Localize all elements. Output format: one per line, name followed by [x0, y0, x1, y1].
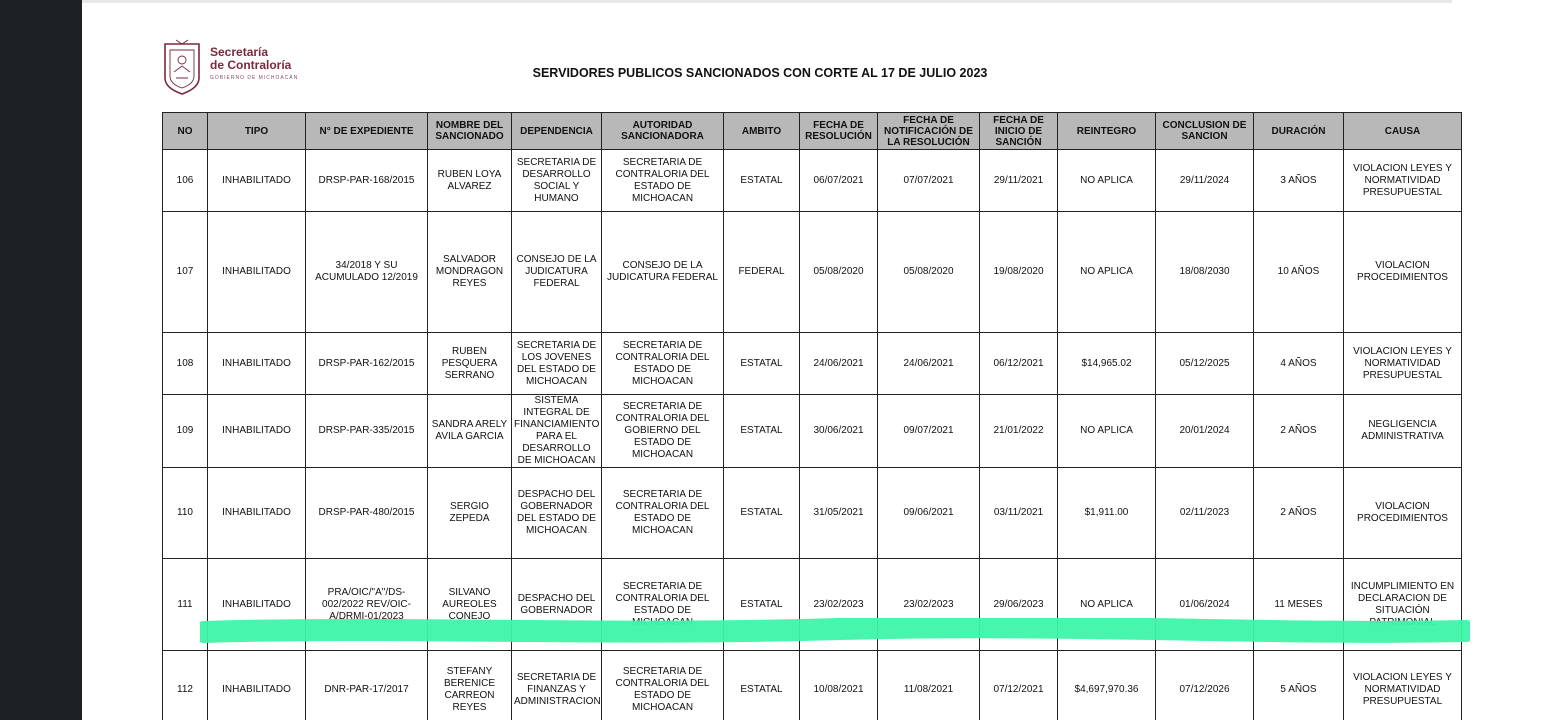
cell-autoridad: SECRETARIA DE CONTRALORIA DEL ESTADO DE MICHOACAN: [602, 333, 724, 395]
cell-expediente: DNR-PAR-17/2017: [306, 651, 428, 720]
header-fecha-resolucion: FECHA DE RESOLUCIÓN: [800, 113, 878, 150]
cell-tipo: INHABILITADO: [208, 651, 306, 720]
cell-tipo: INHABILITADO: [208, 395, 306, 468]
cell-dependencia: SISTEMA INTEGRAL DE FINANCIAMIENTO PARA EL DESARROLLO DE MICHOACAN: [512, 395, 602, 468]
cell-fecha-notificacion: 23/02/2023: [878, 559, 980, 651]
table-row: [163, 212, 1462, 333]
cell-tipo: INHABILITADO: [208, 333, 306, 395]
cell-tipo: INHABILITADO: [208, 212, 306, 333]
cell-no: 111: [163, 559, 208, 651]
cell-causa: VIOLACION PROCEDIMIENTOS: [1344, 212, 1462, 333]
cell-dependencia: SECRETARIA DE DESARROLLO SOCIAL Y HUMANO: [512, 150, 602, 212]
seal-icon: [162, 38, 202, 96]
cell-autoridad: SECRETARIA DE CONTRALORIA DEL ESTADO DE MICHOACAN: [602, 651, 724, 720]
cell-fecha-resolucion: 23/02/2023: [800, 559, 878, 651]
logo-line2: de Contraloría: [210, 58, 292, 72]
cell-ambito: ESTATAL: [724, 333, 800, 395]
cell-dependencia: SECRETARIA DE FINANZAS Y ADMINISTRACION: [512, 651, 602, 720]
cell-conclusion: 18/08/2030: [1156, 212, 1254, 333]
document-page: [82, 0, 1544, 720]
cell-reintegro: NO APLICA: [1058, 212, 1156, 333]
cell-fecha-resolucion: 31/05/2021: [800, 468, 878, 559]
header-tipo: TIPO: [208, 113, 306, 150]
cell-tipo: INHABILITADO: [208, 559, 306, 651]
cell-conclusion: 07/12/2026: [1156, 651, 1254, 720]
cell-conclusion: 01/06/2024: [1156, 559, 1254, 651]
cell-fecha-inicio: 21/01/2022: [980, 395, 1058, 468]
cell-fecha-inicio: 06/12/2021: [980, 333, 1058, 395]
cell-duracion: 2 AÑOS: [1254, 468, 1344, 559]
cell-causa: VIOLACION PROCEDIMIENTOS: [1344, 468, 1462, 559]
cell-causa: VIOLACION LEYES Y NORMATIVIDAD PRESUPUESTAL: [1344, 333, 1462, 395]
cell-nombre: SERGIO ZEPEDA: [428, 468, 512, 559]
header-ambito: AMBITO: [724, 113, 800, 150]
cell-ambito: ESTATAL: [724, 395, 800, 468]
cell-conclusion: 29/11/2024: [1156, 150, 1254, 212]
cell-no: 110: [163, 468, 208, 559]
cell-reintegro: $14,965.02: [1058, 333, 1156, 395]
header-autoridad: AUTORIDAD SANCIONADORA: [602, 113, 724, 150]
cell-expediente: DRSP-PAR-162/2015: [306, 333, 428, 395]
cell-ambito: ESTATAL: [724, 559, 800, 651]
header-nombre: NOMBRE DEL SANCIONADO: [428, 113, 512, 150]
cell-fecha-resolucion: 06/07/2021: [800, 150, 878, 212]
header-fecha-notificacion: FECHA DE NOTIFICACIÓN DE LA RESOLUCIÓN: [878, 113, 980, 150]
cell-fecha-inicio: 07/12/2021: [980, 651, 1058, 720]
logo-subtitle: GOBIERNO DE MICHOACÁN: [210, 75, 299, 81]
header-expediente: N° DE EXPEDIENTE: [306, 113, 428, 150]
cell-autoridad: SECRETARIA DE CONTRALORIA DEL GOBIERNO DEL ESTADO DE MICHOACAN: [602, 395, 724, 468]
cell-nombre: RUBEN PESQUERA SERRANO: [428, 333, 512, 395]
cell-fecha-notificacion: 09/06/2021: [878, 468, 980, 559]
cell-duracion: 2 AÑOS: [1254, 395, 1344, 468]
cell-ambito: ESTATAL: [724, 651, 800, 720]
cell-duracion: 3 AÑOS: [1254, 150, 1344, 212]
cell-reintegro: $4,697,970.36: [1058, 651, 1156, 720]
cell-dependencia: DESPACHO DEL GOBERNADOR DEL ESTADO DE MICHOACAN: [512, 468, 602, 559]
cell-no: 107: [163, 212, 208, 333]
cell-expediente: PRA/OIC/"A"/DS-002/2022 REV/OIC-A/DRMI-01/2023: [306, 559, 428, 651]
cell-reintegro: $1,911.00: [1058, 468, 1156, 559]
cell-fecha-resolucion: 10/08/2021: [800, 651, 878, 720]
table-row: [163, 559, 1462, 651]
cell-no: 108: [163, 333, 208, 395]
cell-nombre: SILVANO AUREOLES CONEJO: [428, 559, 512, 651]
cell-no: 109: [163, 395, 208, 468]
table-row: [163, 468, 1462, 559]
cell-conclusion: 20/01/2024: [1156, 395, 1254, 468]
table-body: [163, 150, 1462, 720]
cell-fecha-inicio: 19/08/2020: [980, 212, 1058, 333]
cell-causa: VIOLACION LEYES Y NORMATIVIDAD PRESUPUESTAL: [1344, 651, 1462, 720]
cell-tipo: INHABILITADO: [208, 468, 306, 559]
cell-expediente: DRSP-PAR-168/2015: [306, 150, 428, 212]
cell-nombre: SALVADOR MONDRAGON REYES: [428, 212, 512, 333]
cell-causa: INCUMPLIMIENTO EN DECLARACION DE SITUACIÓN PATRIMONIAL: [1344, 559, 1462, 651]
cell-conclusion: 05/12/2025: [1156, 333, 1254, 395]
header-row: [163, 113, 1462, 150]
cell-duracion: 5 AÑOS: [1254, 651, 1344, 720]
cell-ambito: ESTATAL: [724, 150, 800, 212]
cell-fecha-resolucion: 30/06/2021: [800, 395, 878, 468]
cell-conclusion: 02/11/2023: [1156, 468, 1254, 559]
cell-autoridad: SECRETARIA DE CONTRALORIA DEL ESTADO DE MICHOACAN: [602, 150, 724, 212]
cell-nombre: SANDRA ARELY AVILA GARCIA: [428, 395, 512, 468]
header-dependencia: DEPENDENCIA: [512, 113, 602, 150]
cell-expediente: DRSP-PAR-480/2015: [306, 468, 428, 559]
header-reintegro: REINTEGRO: [1058, 113, 1156, 150]
table-row: [163, 651, 1462, 720]
cell-nombre: STEFANY BERENICE CARREON REYES: [428, 651, 512, 720]
table-row: [163, 333, 1462, 395]
cell-no: 112: [163, 651, 208, 720]
cell-nombre: RUBEN LOYA ALVAREZ: [428, 150, 512, 212]
cell-no: 106: [163, 150, 208, 212]
cell-autoridad: SECRETARIA DE CONTRALORIA DEL ESTADO DE MICHOACAN: [602, 468, 724, 559]
cell-fecha-notificacion: 11/08/2021: [878, 651, 980, 720]
header-no: NO: [163, 113, 208, 150]
cell-ambito: FEDERAL: [724, 212, 800, 333]
cell-fecha-notificacion: 24/06/2021: [878, 333, 980, 395]
header-causa: CAUSA: [1344, 113, 1462, 150]
cell-fecha-inicio: 03/11/2021: [980, 468, 1058, 559]
cell-expediente: DRSP-PAR-335/2015: [306, 395, 428, 468]
header-duracion: DURACIÓN: [1254, 113, 1344, 150]
cell-tipo: INHABILITADO: [208, 150, 306, 212]
page-edge: [82, 0, 1452, 3]
cell-fecha-resolucion: 05/08/2020: [800, 212, 878, 333]
cell-duracion: 10 AÑOS: [1254, 212, 1344, 333]
cell-reintegro: NO APLICA: [1058, 559, 1156, 651]
header-fecha-inicio: FECHA DE INICIO DE SANCIÓN: [980, 113, 1058, 150]
table-row: [163, 395, 1462, 468]
cell-ambito: ESTATAL: [724, 468, 800, 559]
cell-fecha-notificacion: 07/07/2021: [878, 150, 980, 212]
cell-fecha-resolucion: 24/06/2021: [800, 333, 878, 395]
cell-fecha-notificacion: 05/08/2020: [878, 212, 980, 333]
cell-dependencia: SECRETARIA DE LOS JOVENES DEL ESTADO DE MICHOACAN: [512, 333, 602, 395]
table-row: [163, 150, 1462, 212]
cell-autoridad: CONSEJO DE LA JUDICATURA FEDERAL: [602, 212, 724, 333]
cell-fecha-inicio: 29/06/2023: [980, 559, 1058, 651]
sanctions-table: [162, 112, 1462, 720]
cell-causa: VIOLACION LEYES Y NORMATIVIDAD PRESUPUESTAL: [1344, 150, 1462, 212]
cell-dependencia: DESPACHO DEL GOBERNADOR: [512, 559, 602, 651]
logo-line1: Secretaría: [210, 45, 269, 59]
cell-dependencia: CONSEJO DE LA JUDICATURA FEDERAL: [512, 212, 602, 333]
cell-fecha-inicio: 29/11/2021: [980, 150, 1058, 212]
viewer-left-bar: [0, 0, 82, 720]
cell-reintegro: NO APLICA: [1058, 150, 1156, 212]
cell-reintegro: NO APLICA: [1058, 395, 1156, 468]
cell-duracion: 11 MESES: [1254, 559, 1344, 651]
cell-duracion: 4 AÑOS: [1254, 333, 1344, 395]
cell-causa: NEGLIGENCIA ADMINISTRATIVA: [1344, 395, 1462, 468]
cell-fecha-notificacion: 09/07/2021: [878, 395, 980, 468]
document-title: SERVIDORES PUBLICOS SANCIONADOS CON CORTE AL 17 DE JULIO 2023: [532, 66, 988, 80]
logo: [162, 38, 342, 98]
header-conclusion: CONCLUSION DE SANCION: [1156, 113, 1254, 150]
cell-expediente: 34/2018 Y SU ACUMULADO 12/2019: [306, 212, 428, 333]
cell-autoridad: SECRETARIA DE CONTRALORIA DEL ESTADO DE MICHOACAN: [602, 559, 724, 651]
